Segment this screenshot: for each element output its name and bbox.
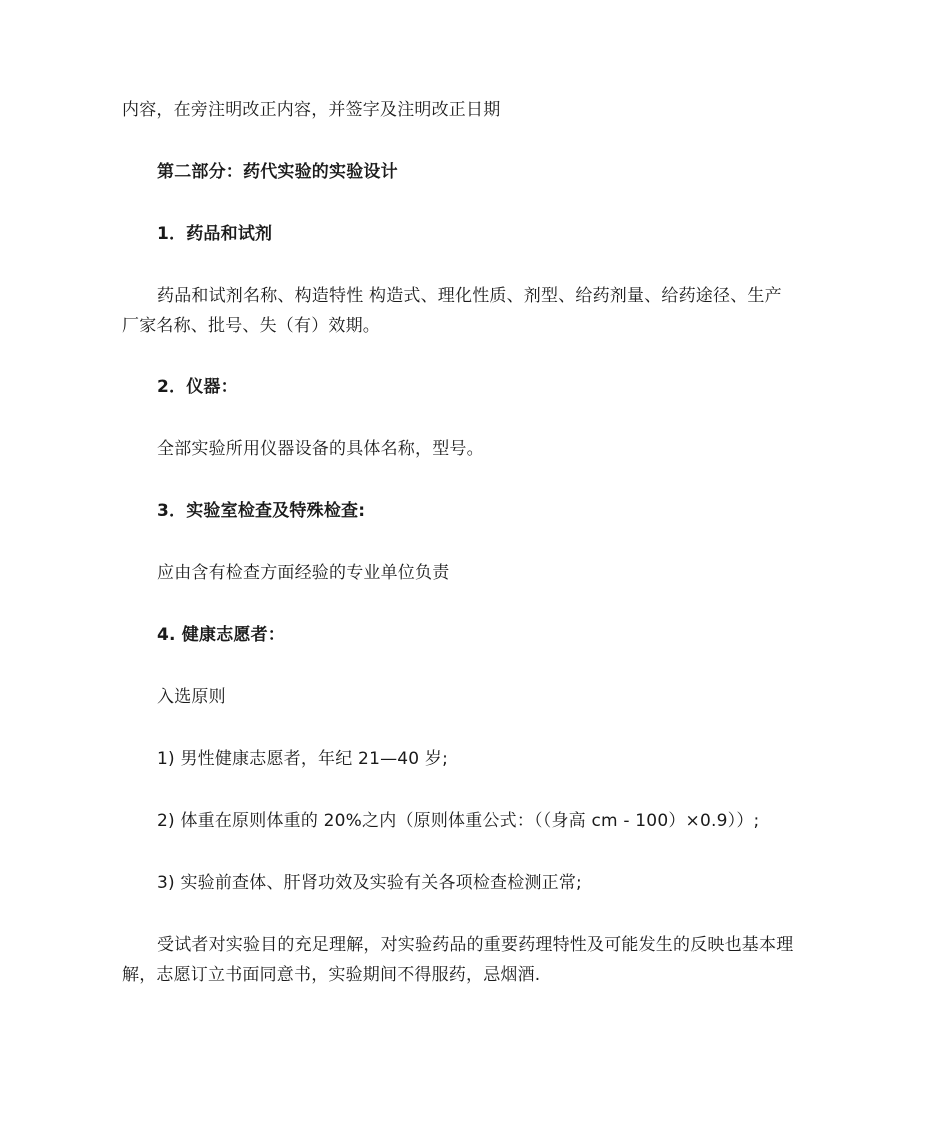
heading-healthy-volunteers: 4. 健康志愿者： [157,625,286,645]
paragraph-drugs-line-1: 药品和试剂名称、构造特性 构造式、理化性质、剂型、给药剂量、给药途径、生产 [157,286,782,306]
paragraph-drugs-line-2: 厂家名称、批号、失（有）效期。 [122,316,380,336]
paragraph-instruments: 全部实验所用仪器设备的具体名称，型号。 [157,439,484,459]
criteria-item-3: 3) 实验前查体、肝肾功效及实验有关各项检查检测正常; [157,873,582,893]
text-line-continuation: 内容，在旁注明改正内容，并签字及注明改正日期 [122,100,501,120]
paragraph-consent-line-1: 受试者对实验目的充足理解，对实验药品的重要药理特性及可能发生的反映也基本理 [157,935,794,955]
paragraph-consent-line-2: 解，志愿订立书面同意书，实验期间不得服药，忌烟酒. [122,965,541,985]
criteria-item-2: 2) 体重在原则体重的 20%之内（原则体重公式：（（身高 cm - 100）×0.9））; [157,811,760,831]
section-heading-part-two: 第二部分：药代实验的实验设计 [157,162,398,182]
heading-instruments: 2．仪器： [157,377,238,397]
heading-drugs-reagents: 1．药品和试剂 [157,224,273,244]
criteria-item-1: 1) 男性健康志愿者，年纪 21—40 岁; [157,749,449,769]
paragraph-lab-tests: 应由含有检查方面经验的专业单位负责 [157,563,450,583]
subheading-inclusion-criteria: 入选原则 [157,687,226,707]
heading-lab-tests: 3．实验室检查及特殊检查: [157,501,366,521]
